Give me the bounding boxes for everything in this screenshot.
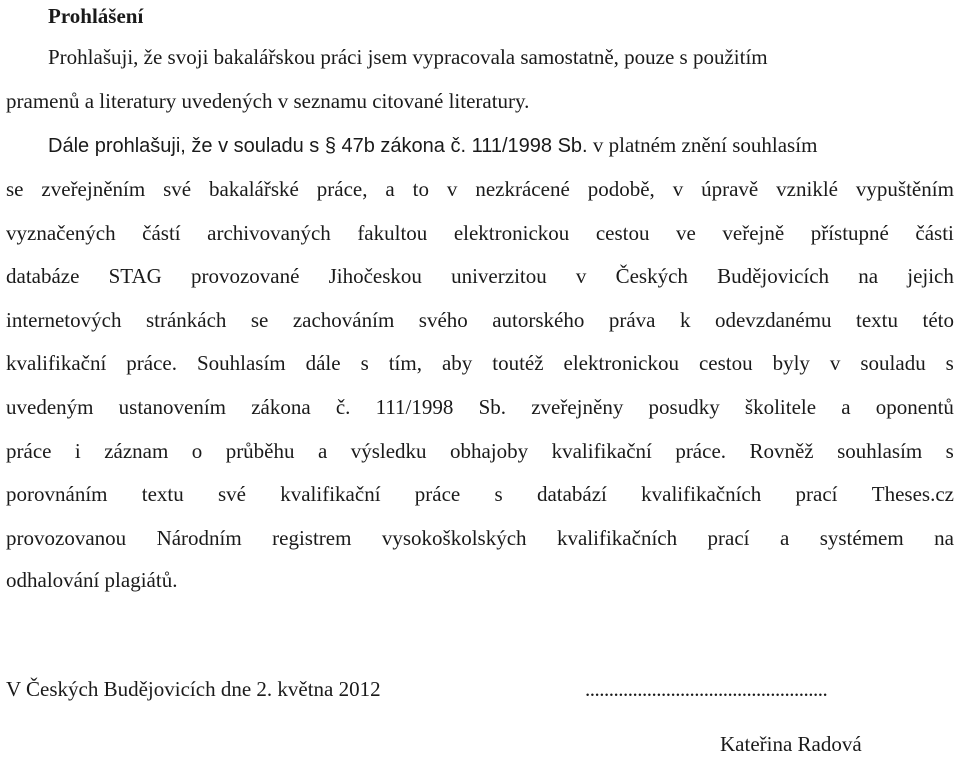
paragraph-2-line-1-serif: v platném znění souhlasím bbox=[592, 133, 818, 157]
paragraph-2-line-1 bbox=[48, 131, 817, 160]
body-line: uvedeným ustanovením zákona č. 111/1998 Sb. zveřejněny posudky školitele a oponentů bbox=[6, 395, 954, 419]
body-line: databáze STAG provozované Jihočeskou univerzitou v Českých Budějovicích na jejich bbox=[6, 264, 954, 289]
body-line: práce i záznam o průběhu a výsledku obhajoby kvalifikační práce. Rovněž souhlasím s bbox=[6, 438, 954, 463]
body-line: porovnáním textu své kvalifikační práce s databází kvalifikačních prací Theses.cz bbox=[6, 482, 954, 507]
paragraph-1-line-2: pramenů a literatury uvedených v seznamu citované literatury. bbox=[6, 89, 530, 113]
body-line: internetových stránkách se zachováním svého autorského práva k odevzdanému textu této bbox=[6, 307, 954, 332]
body-line: kvalifikační práce. Souhlasím dále s tím, aby toutéž elektronickou cestou byly v souladu s bbox=[6, 351, 954, 376]
body-line: se zveřejněním své bakalářské práce, a to v nezkrácené podobě, v úpravě vzniklé vypuštěním bbox=[6, 177, 954, 201]
paragraph-1-line-1: Prohlašuji, že svoji bakalářskou práci jsem vypracovala samostatně, pouze s použitím bbox=[48, 45, 768, 69]
paragraph-2-line-1-sans: Dále prohlašuji, že v souladu s § 47b zákona č. 111/1998 Sb. bbox=[48, 135, 588, 157]
signature-line: ................................................... bbox=[585, 677, 828, 701]
body-line: provozovanou Národním registrem vysokoškolských kvalifikačních prací a systémem na bbox=[6, 525, 954, 550]
place-and-date: V Českých Budějovicích dne 2. května 2012 bbox=[6, 677, 381, 701]
body-line: vyznačených částí archivovaných fakultou elektronickou cestou ve veřejně přístupné části bbox=[6, 220, 954, 245]
declaration-heading: Prohlášení bbox=[48, 4, 144, 28]
paragraph-2-last-line: odhalování plagiátů. bbox=[6, 568, 178, 592]
signature-name: Kateřina Radová bbox=[720, 732, 862, 756]
